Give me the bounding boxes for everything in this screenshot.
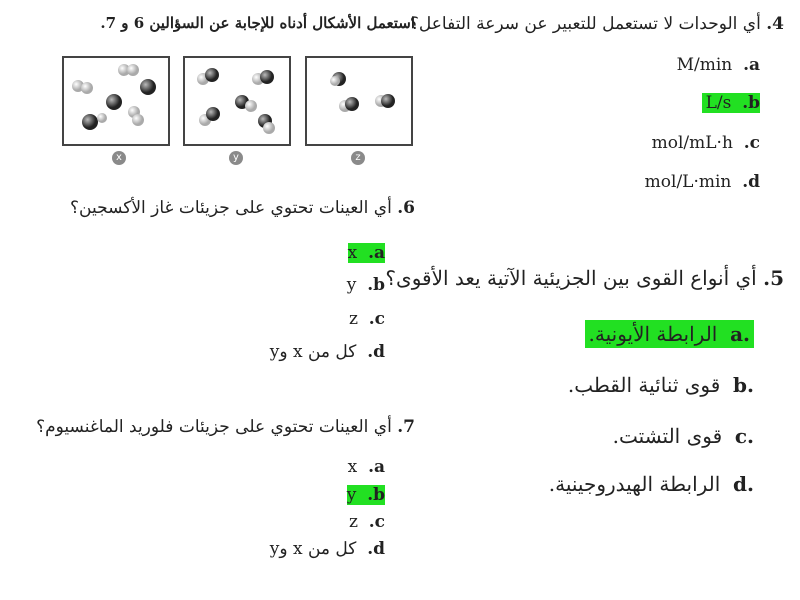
q7-option-c[interactable]: [349, 512, 385, 532]
figure-box-x: [62, 56, 170, 146]
question-4-text: أي الوحدات لا تستعمل للتعبير عن سرعة التفاعل؟: [409, 14, 761, 34]
q5-option-c[interactable]: [613, 424, 754, 448]
question-7-number: 7.: [397, 417, 415, 437]
q6-option-d-letter: .d: [367, 342, 385, 362]
q7-option-d-text: كل من x وy: [269, 539, 357, 559]
q7-option-b-letter: .b: [367, 485, 385, 505]
question-6-number: 6.: [397, 198, 415, 218]
q5-option-b[interactable]: [568, 373, 754, 397]
molecules-z: [307, 58, 411, 144]
q4-option-d-letter: .d: [742, 172, 760, 192]
question-4-number: 4.: [766, 14, 784, 34]
question-6: [70, 198, 415, 218]
q6-option-d-text: كل من x وy: [269, 342, 357, 362]
q5-option-a-letter: a.: [730, 322, 750, 346]
q5-option-c-text: قوى التشتت.: [612, 424, 723, 448]
q5-option-d-letter: d.: [733, 472, 754, 496]
question-7: [36, 417, 415, 437]
q5-option-b-letter: b.: [733, 373, 754, 397]
q7-option-b-text: y: [346, 485, 357, 505]
q4-option-a[interactable]: [677, 55, 760, 75]
q4-option-a-text: M/min: [676, 55, 733, 75]
q4-option-c-letter: .c: [743, 133, 760, 153]
q5-option-c-letter: c.: [734, 424, 754, 448]
q7-option-a-text: x: [347, 457, 358, 477]
q6-option-c-letter: .c: [368, 309, 385, 329]
q7-option-d[interactable]: [270, 539, 385, 559]
q7-option-a-letter: .a: [368, 457, 385, 477]
q4-option-b[interactable]: [702, 93, 760, 113]
molecules-y: [185, 58, 289, 144]
question-5-number: 5.: [763, 266, 784, 290]
q7-option-a[interactable]: [348, 457, 385, 477]
question-5-text: أي أنواع القوى بين الجزيئية الآتية يعد الأقوى؟: [385, 266, 757, 290]
question-6-text: أي العينات تحتوي على جزيئات غاز الأكسجين؟: [70, 198, 392, 218]
q6-option-d[interactable]: [270, 342, 385, 362]
q6-option-c[interactable]: [349, 309, 385, 329]
q5-option-b-text: قوى ثنائية القطب.: [567, 373, 721, 397]
q6-option-b[interactable]: [347, 275, 385, 295]
question-7-text: أي العينات تحتوي على جزيئات فلوريد الماغنسيوم؟: [36, 417, 392, 437]
q5-option-d[interactable]: [549, 472, 754, 496]
q6-option-b-letter: .b: [367, 275, 385, 295]
q6-option-b-text: y: [346, 275, 357, 295]
q7-option-c-letter: .c: [368, 512, 385, 532]
q5-option-a[interactable]: [585, 322, 754, 346]
q4-option-a-letter: .a: [743, 55, 760, 75]
q6-option-c-text: z: [348, 309, 358, 329]
q6-option-a-text: x: [347, 243, 358, 263]
q7-option-d-letter: .d: [367, 539, 385, 559]
q6-option-a[interactable]: [348, 243, 385, 263]
question-5: [385, 266, 784, 290]
figure-label-y: y: [229, 151, 243, 165]
figure-box-y: [183, 56, 291, 146]
q4-option-b-text: L/s: [705, 93, 732, 113]
q4-option-d-text: mol/L·min: [644, 172, 732, 192]
figure-label-z: z: [351, 151, 365, 165]
q7-option-c-text: z: [348, 512, 358, 532]
q5-option-d-text: الرابطة الهيدروجينية.: [548, 472, 721, 496]
figure-box-z: [305, 56, 413, 146]
q4-option-c-text: mol/mL·h: [651, 133, 733, 153]
figures-instruction: استعمل الأشكال أدناه للإجابة عن السؤالين 6 و 7.: [100, 14, 415, 32]
q6-option-a-letter: .a: [368, 243, 385, 263]
q7-option-b[interactable]: [347, 485, 385, 505]
q4-option-c[interactable]: [652, 133, 760, 153]
q5-option-a-text: الرابطة الأيونية.: [588, 322, 718, 346]
question-4: [410, 14, 784, 34]
q4-option-b-letter: .b: [742, 93, 760, 113]
q4-option-d[interactable]: [645, 172, 760, 192]
molecules-x: [64, 58, 168, 144]
figure-label-x: x: [112, 151, 126, 165]
